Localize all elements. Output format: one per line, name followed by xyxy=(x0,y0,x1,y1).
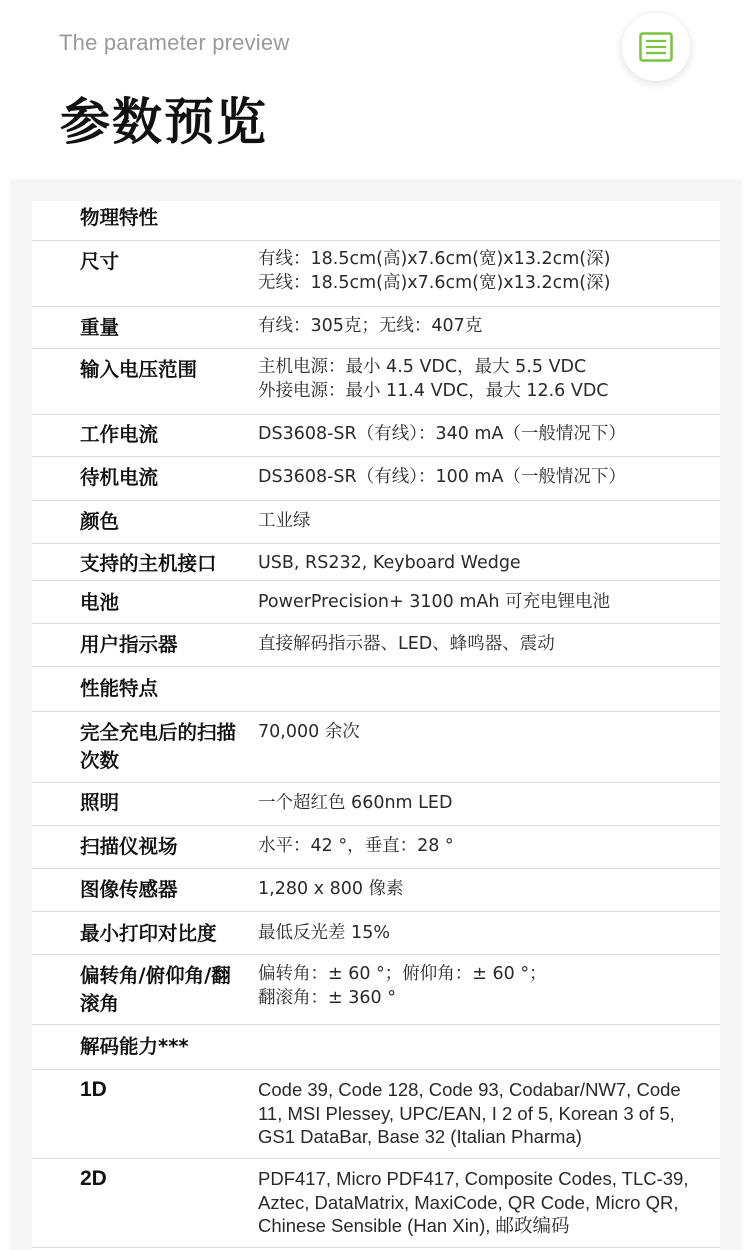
spec-value xyxy=(258,922,710,946)
spec-value-line: 有线：305克；无线：407克 xyxy=(258,316,483,336)
spec-value xyxy=(258,878,710,902)
spec-label: 完全充电后的扫描次数 xyxy=(80,721,237,772)
spec-value-line: USB, RS232, Keyboard Wedge xyxy=(258,553,521,573)
spec-label: 扫描仪视场 xyxy=(80,835,178,858)
spec-label: 待机电流 xyxy=(80,466,159,489)
page-title: 参数预览 xyxy=(60,93,268,151)
spec-value xyxy=(258,248,710,295)
spec-value-line: PowerPrecision+ 3100 mAh 可充电锂电池 xyxy=(258,592,610,612)
table-row xyxy=(32,1159,720,1248)
spec-label: 重量 xyxy=(80,316,120,339)
spec-label: 支持的主机接口 xyxy=(80,552,217,575)
table-row xyxy=(32,415,720,457)
spec-label: 图像传感器 xyxy=(80,878,178,901)
spec-value-line: 最低反光差 15% xyxy=(258,923,390,943)
section-heading: 物理特性 xyxy=(80,206,159,229)
spec-value xyxy=(258,963,710,1010)
page-subtitle: The parameter preview xyxy=(59,30,290,55)
spec-value-line: 外接电源：最小 11.4 VDC，最大 12.6 VDC xyxy=(258,380,609,401)
spec-value xyxy=(258,721,710,745)
spec-value-line: 水平：42 °，垂直：28 ° xyxy=(258,836,454,856)
table-row xyxy=(32,624,720,667)
spec-value-line: 偏转角：± 60 °；俯仰角：± 60 °； xyxy=(258,964,547,984)
spec-value xyxy=(258,591,710,615)
menu-button[interactable] xyxy=(622,13,690,81)
table-row xyxy=(32,581,720,624)
spec-value xyxy=(258,356,710,403)
spec-label: 1D xyxy=(80,1078,107,1101)
spec-label: 最小打印对比度 xyxy=(80,922,217,945)
spec-value-line: 有线：18.5cm(高)x7.6cm(宽)x13.2cm(深) xyxy=(258,249,611,269)
table-row xyxy=(32,307,720,349)
section-row-physical xyxy=(32,201,720,241)
spec-value xyxy=(258,510,710,534)
spec-label: 电池 xyxy=(80,591,120,614)
spec-label: 颜色 xyxy=(80,510,120,533)
spec-label: 工作电流 xyxy=(80,423,159,446)
spec-value-line: DS3608-SR（有线）：340 mA（一般情况下） xyxy=(258,424,626,444)
spec-label: 照明 xyxy=(80,791,120,814)
table-row xyxy=(32,457,720,501)
spec-value xyxy=(258,466,710,490)
spec-label: 偏转角/俯仰角/翻滚角 xyxy=(80,964,231,1015)
spec-value-line: 翻滚角：± 360 ° xyxy=(258,987,396,1008)
section-row-decoding xyxy=(32,1025,720,1070)
spec-value-line: 直接解码指示器、LED、蜂鸣器、震动 xyxy=(258,634,555,654)
table-row xyxy=(32,1070,720,1159)
spec-value-line: 主机电源：最小 4.5 VDC，最大 5.5 VDC xyxy=(258,357,587,377)
table-row xyxy=(32,349,720,415)
section-heading: 解码能力*** xyxy=(80,1035,189,1058)
spec-table xyxy=(32,201,720,1250)
spec-value-line: 无线：18.5cm(高)x7.6cm(宽)x13.2cm(深) xyxy=(258,272,611,293)
table-row xyxy=(32,955,720,1025)
spec-value xyxy=(258,315,710,339)
spec-value-line: 一个超红色 660nm LED xyxy=(258,793,453,813)
spec-value-line: 70,000 余次 xyxy=(258,722,360,742)
table-row xyxy=(32,544,720,581)
spec-value xyxy=(258,835,710,859)
table-row xyxy=(32,912,720,955)
section-heading: 性能特点 xyxy=(80,677,159,700)
spec-value xyxy=(258,423,710,447)
list-menu-icon xyxy=(639,32,673,62)
spec-value-line: 工业绿 xyxy=(258,511,311,531)
spec-value-line: DS3608-SR（有线）：100 mA（一般情况下） xyxy=(258,467,626,487)
spec-label: 输入电压范围 xyxy=(80,358,198,381)
table-row xyxy=(32,783,720,826)
table-row xyxy=(32,501,720,544)
spec-label: 尺寸 xyxy=(80,250,120,273)
spec-value: Code 39, Code 128, Code 93, Codabar/NW7, Code 11, MSI Plessey, UPC/EAN, I 2 of 5, Korean 3 of 5, GS1 DataBar, Base 32 (Italian Pharma) xyxy=(258,1079,681,1147)
spec-value xyxy=(258,633,710,657)
table-row xyxy=(32,869,720,912)
spec-value xyxy=(258,552,710,576)
table-row xyxy=(32,826,720,869)
spec-label: 用户指示器 xyxy=(80,633,178,656)
spec-label: 2D xyxy=(80,1167,107,1190)
section-row-performance xyxy=(32,667,720,712)
table-row xyxy=(32,712,720,783)
table-row xyxy=(32,241,720,307)
spec-value xyxy=(258,792,710,816)
spec-value: PDF417, Micro PDF417, Composite Codes, TLC-39, Aztec, DataMatrix, MaxiCode, QR Code, Micro QR, Chinese Sensible (Han Xin), 邮政编码 xyxy=(258,1168,689,1236)
spec-value-line: 1,280 x 800 像素 xyxy=(258,879,404,899)
